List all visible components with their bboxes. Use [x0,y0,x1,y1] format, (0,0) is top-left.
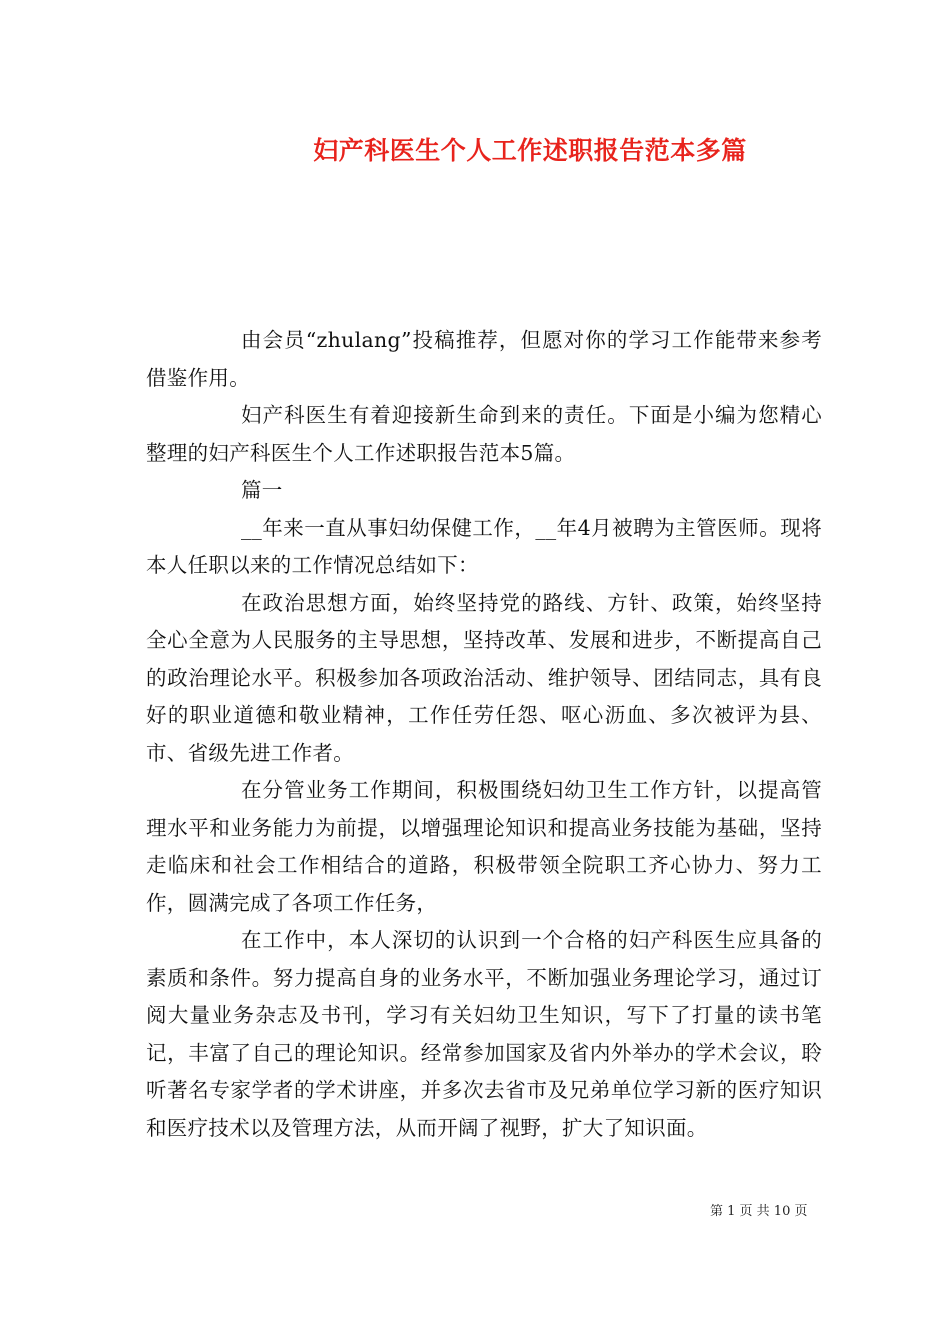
paragraph-learning: 在工作中，本人深切的认识到一个合格的妇产科医生应具备的素质和条件。努力提高自身的业务水平，不断加强业务理论学习，通过订阅大量业务杂志及书刊，学习有关妇幼卫生知识，写下了打量的读书笔记，丰富了自己的理论知识。经常参加国家及省内外举办的学术会议，聆听著名专家学者的学术讲座，并多次去省市及兄弟单位学习新的医疗知识和医疗技术以及管理方法，从而开阔了视野，扩大了知识面。 [146,928,822,1140]
document-title: 妇产科医生个人工作述职报告范本多篇 [313,136,747,165]
document-body [146,322,822,1147]
paragraph-opening: __年来一直从事妇幼保健工作，__年4月被聘为主管医师。现将本人任职以来的工作情况总结如下： [146,515,822,577]
paragraph-summary: 妇产科医生有着迎接新生命到来的责任。下面是小编为您精心整理的妇产科医生个人工作述职报告范本5篇。 [146,403,822,465]
paragraph-management: 在分管业务工作期间，积极围绕妇幼卫生工作方针，以提高管理水平和业务能力为前提，以增强理论知识和提高业务技能为基础，坚持走临床和社会工作相结合的道路，积极带领全院职工齐心协力、努力工作，圆满完成了各项工作任务， [146,778,822,915]
page-number-footer: 第 1 页 共 10 页 [710,1204,808,1219]
paragraph-intro: 由会员“zhulang”投稿推荐，但愿对你的学习工作能带来参考借鉴作用。 [146,328,822,390]
section-heading: 篇一 [241,478,283,502]
paragraph-politics: 在政治思想方面，始终坚持党的路线、方针、政策，始终坚持全心全意为人民服务的主导思想，坚持改革、发展和进步，不断提高自己的政治理论水平。积极参加各项政治活动、维护领导、团结同志，具有良好的职业道德和敬业精神，工作任劳任怨、呕心沥血、多次被评为县、市、省级先进工作者。 [146,590,822,765]
